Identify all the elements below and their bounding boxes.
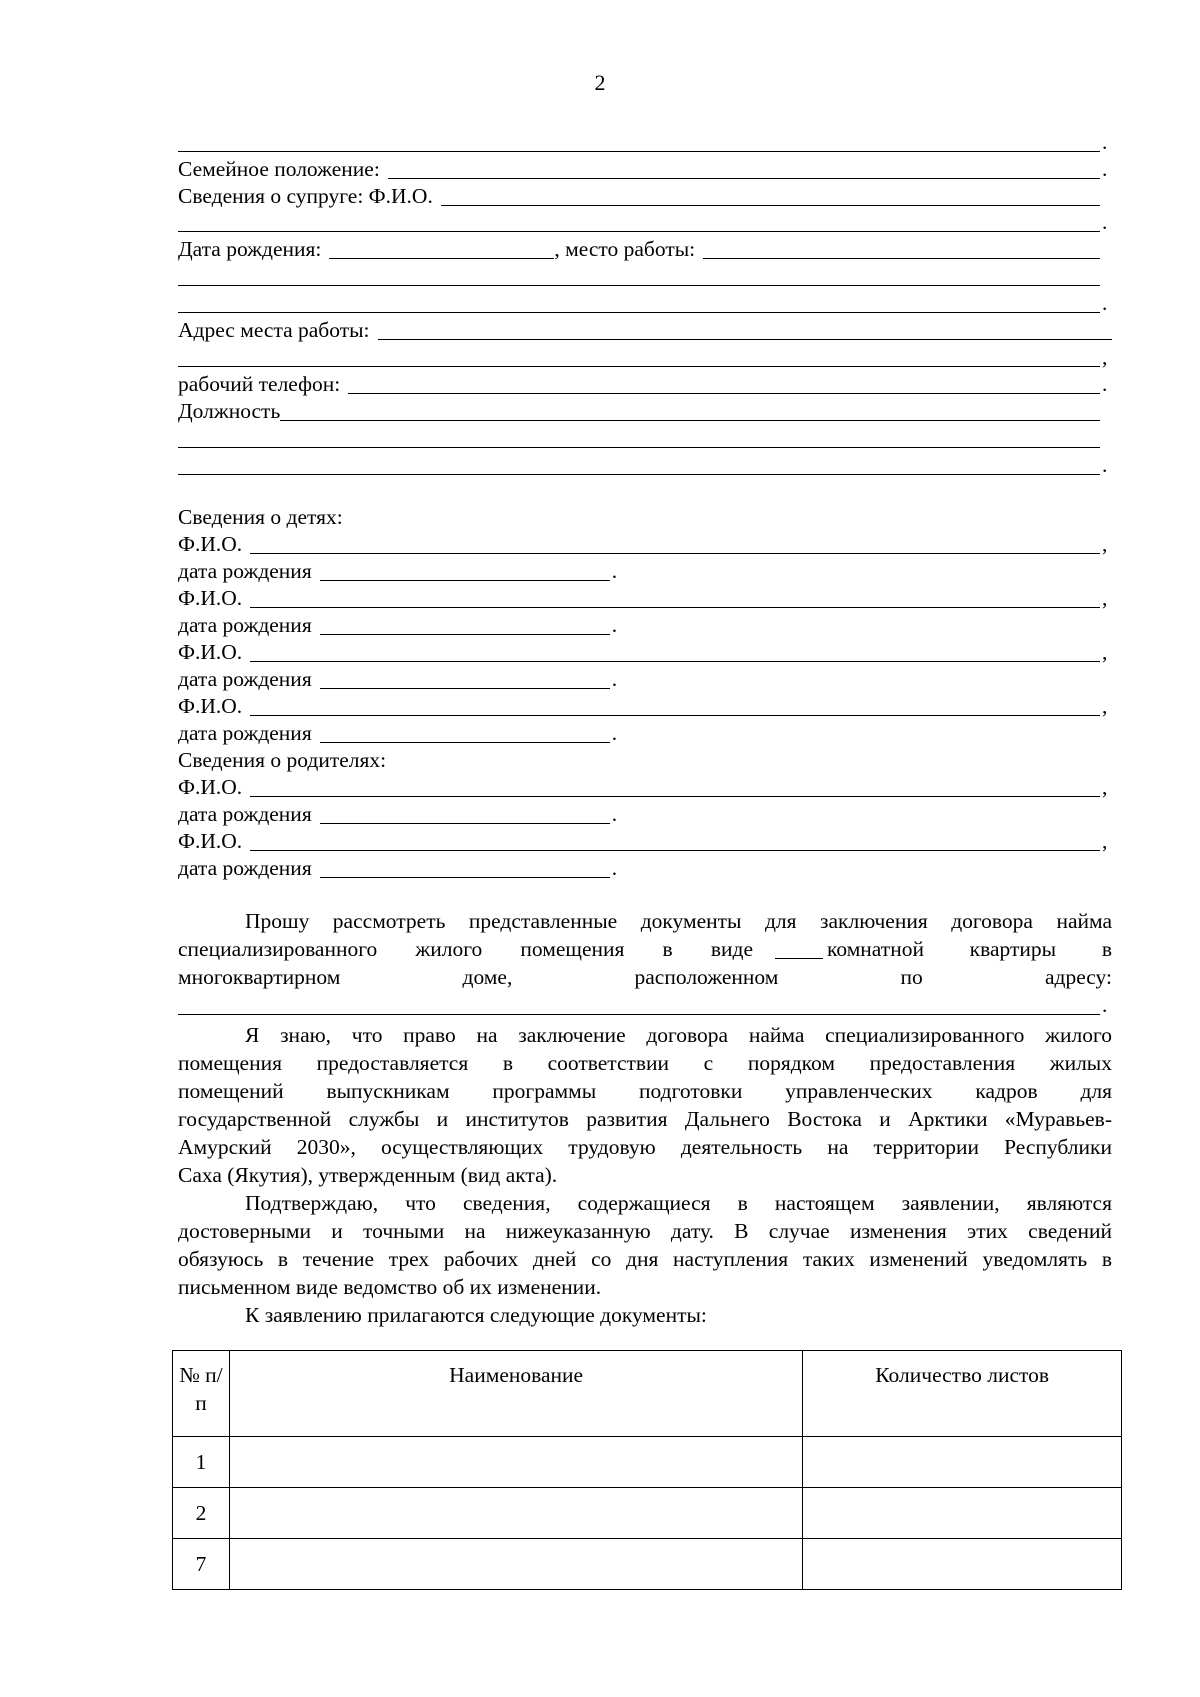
work-address-label: Адрес места работы: [178, 318, 370, 342]
parent-2-birth-row: дата рождения . [178, 856, 618, 880]
child-1-birth-row: дата рождения . [178, 559, 618, 583]
know-line: помещений выпускникам программы подготовки управленческих кадров для [178, 1079, 1112, 1103]
child-3-birth-field[interactable] [320, 668, 610, 689]
child-1-name-row: Ф.И.О. , [178, 532, 1108, 556]
spouse-row [178, 182, 1112, 210]
child-2-name-row: Ф.И.О. , [178, 586, 1108, 610]
parent-2-name-row: Ф.И.О. , [178, 829, 1108, 853]
birth-label: дата рождения [178, 667, 312, 691]
birth-label: дата рождения [178, 721, 312, 745]
request-line-3: многоквартирном доме, расположенном по адресу: [178, 965, 1112, 989]
confirm-paragraph [178, 1189, 1112, 1301]
child-4-name-field[interactable] [250, 695, 1100, 716]
confirm-line: письменном виде ведомство об их изменении. [178, 1275, 602, 1299]
confirm-line: Подтверждаю, что сведения, содержащиеся в настоящем заявлении, являются [245, 1191, 1112, 1215]
birth-date-label: Дата рождения: [178, 237, 322, 261]
work-phone-label: рабочий телефон: [178, 372, 341, 396]
fio-label: Ф.И.О. [178, 640, 243, 664]
workplace-label: , место работы: [554, 237, 696, 261]
spouse-name-continuation: . [178, 208, 1112, 236]
parent-1-name-row: Ф.И.О. , [178, 775, 1108, 799]
child-4-birth-field[interactable] [320, 722, 610, 743]
workplace-field-2[interactable] [178, 265, 1100, 286]
row-name-cell[interactable] [229, 1437, 802, 1488]
work-address-field-2[interactable] [178, 346, 1100, 367]
row-name-cell[interactable] [229, 1488, 802, 1539]
parent-1-birth-row: дата рождения . [178, 802, 618, 826]
work-address-continuation: , [178, 343, 1112, 371]
position-row [178, 397, 1112, 425]
position-field-3[interactable] [178, 454, 1100, 475]
row-number: 2 [173, 1488, 230, 1539]
know-line: помещения предоставляется в соответствии с порядком предоставления жилых [178, 1051, 1112, 1075]
workplace-continuation-1 [178, 262, 1112, 290]
attachments-table [172, 1350, 1122, 1590]
workplace-field-3[interactable] [178, 292, 1100, 313]
position-continuation-2: . [178, 451, 1112, 479]
address-field[interactable] [178, 994, 1100, 1015]
parent-2-name-field[interactable] [250, 830, 1100, 851]
child-1-name-field[interactable] [250, 533, 1100, 554]
fio-label: Ф.И.О. [178, 829, 243, 853]
work-address-field[interactable] [378, 319, 1112, 340]
know-line: Саха (Якутия), утвержденным (вид акта). [178, 1163, 558, 1187]
row-sheets-cell[interactable] [803, 1437, 1122, 1488]
fio-label: Ф.И.О. [178, 532, 243, 556]
child-3-name-row: Ф.И.О. , [178, 640, 1108, 664]
child-4-name-row: Ф.И.О. , [178, 694, 1108, 718]
address-row: . [178, 991, 1112, 1019]
fio-label: Ф.И.О. [178, 694, 243, 718]
request-line-2-b: комнатной квартиры в [827, 937, 1112, 961]
room-count-field[interactable] [775, 938, 823, 959]
table-row [173, 1488, 1122, 1539]
parents-heading: Сведения о родителях: [178, 748, 387, 772]
marital-status-row: Семейное положение: . [178, 157, 1108, 181]
spouse-birth-work-row [178, 235, 1112, 263]
birth-label: дата рождения [178, 802, 312, 826]
child-2-name-field[interactable] [250, 587, 1100, 608]
child-3-name-field[interactable] [250, 641, 1100, 662]
table-row [173, 1539, 1122, 1590]
child-2-birth-field[interactable] [320, 614, 610, 635]
confirm-line: обязуюсь в течение трех рабочих дней со дня наступления таких изменений уведомлять в [178, 1247, 1112, 1271]
parent-1-birth-field[interactable] [320, 803, 610, 824]
know-line: Амурский 2030», осуществляющих трудовую деятельность на территории Республики [178, 1135, 1112, 1159]
request-line-2 [178, 935, 1112, 963]
birth-label: дата рождения [178, 559, 312, 583]
workplace-continuation-2: . [178, 289, 1112, 317]
position-continuation-1 [178, 424, 1112, 452]
row-sheets-cell[interactable] [803, 1539, 1122, 1590]
child-4-birth-row: дата рождения . [178, 721, 618, 745]
request-line-2-a: специализированного жилого помещения в виде [178, 937, 753, 961]
page-number: 2 [594, 70, 606, 95]
spouse-label: Сведения о супруге: Ф.И.О. [178, 184, 433, 208]
header-number: № п/п [173, 1351, 230, 1437]
table-header-row [173, 1351, 1122, 1437]
table-row [173, 1437, 1122, 1488]
row-number: 1 [173, 1437, 230, 1488]
know-line: государственной службы и институтов развития Дальнего Востока и Арктики «Муравьев- [178, 1107, 1112, 1131]
attachments-intro: К заявлению прилагаются следующие документы: [245, 1303, 707, 1327]
row-sheets-cell[interactable] [803, 1488, 1122, 1539]
marital-status-field[interactable] [388, 158, 1100, 179]
spouse-name-field[interactable] [441, 185, 1100, 206]
position-label: Должность [178, 399, 281, 423]
blank-field[interactable] [178, 131, 1100, 152]
confirm-line: достоверными и точными на нижеуказанную дату. В случае изменения этих сведений [178, 1219, 1112, 1243]
request-line-1: Прошу рассмотреть представленные документы для заключения договора найма [245, 909, 1112, 933]
header-sheets: Количество листов [803, 1351, 1122, 1437]
parent-2-birth-field[interactable] [320, 857, 610, 878]
work-phone-field[interactable] [348, 373, 1100, 394]
position-field-2[interactable] [178, 427, 1100, 448]
know-paragraph [178, 1021, 1112, 1189]
position-field[interactable] [280, 400, 1100, 421]
request-paragraph [178, 907, 1112, 991]
header-name: Наименование [229, 1351, 802, 1437]
spouse-workplace-field[interactable] [703, 238, 1100, 259]
continuation-line: . [178, 128, 1112, 156]
marital-status-label: Семейное положение: [178, 157, 380, 181]
know-line: Я знаю, что право на заключение договора найма специализированного жилого [245, 1023, 1112, 1047]
work-address-row [178, 316, 1112, 344]
row-name-cell[interactable] [229, 1539, 802, 1590]
parent-1-name-field[interactable] [250, 776, 1100, 797]
birth-label: дата рождения [178, 613, 312, 637]
birth-label: дата рождения [178, 856, 312, 880]
child-1-birth-field[interactable] [320, 560, 610, 581]
children-heading: Сведения о детях: [178, 505, 343, 529]
spouse-birth-date-field[interactable] [329, 238, 554, 259]
child-3-birth-row: дата рождения . [178, 667, 618, 691]
child-2-birth-row: дата рождения . [178, 613, 618, 637]
fio-label: Ф.И.О. [178, 775, 243, 799]
spouse-name-field-2[interactable] [178, 211, 1100, 232]
work-phone-row: рабочий телефон: . [178, 372, 1108, 396]
fio-label: Ф.И.О. [178, 586, 243, 610]
row-number: 7 [173, 1539, 230, 1590]
